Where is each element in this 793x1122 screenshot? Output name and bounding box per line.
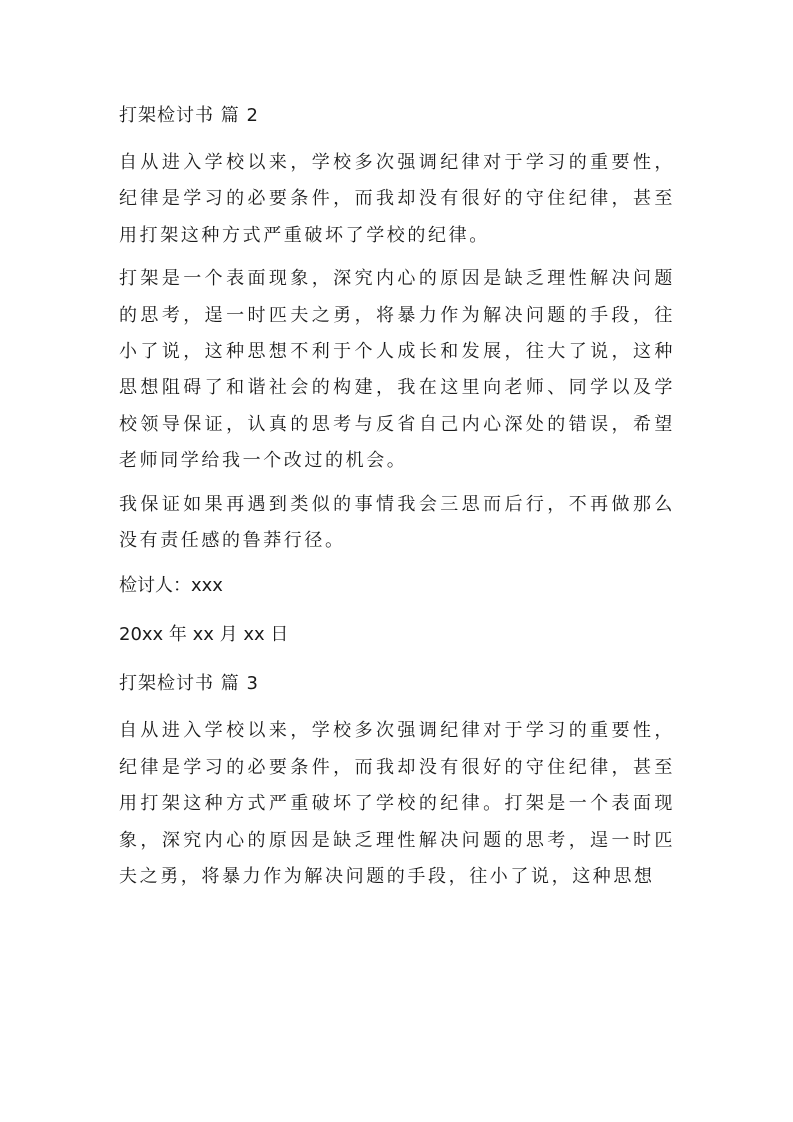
document-page (119, 96, 675, 903)
paragraph: 自从进入学校以来，学校多次强调纪律对于学习的重要性，纪律是学习的必要条件，而我却没有很好的守住纪律，甚至用打架这种方式严重破坏了学校的纪律。打架是一个表面现象，深究内心的原因是缺乏理性解决问题的思考，逞一时匹夫之勇，将暴力作为解决问题的手段，往小了说，这种思想 (119, 720, 675, 888)
signer-line: 检讨人：xxx (119, 575, 223, 597)
paragraph: 自从进入学校以来，学校多次强调纪律对于学习的重要性，纪律是学习的必要条件，而我却没有很好的守住纪律，甚至用打架这种方式严重破坏了学校的纪律。 (119, 152, 675, 246)
paragraph: 我保证如果再遇到类似的事情我会三思而后行，不再做那么没有责任感的鲁莽行径。 (119, 493, 675, 552)
date-line: 20xx 年 xx 月 xx 日 (119, 624, 289, 646)
paragraph: 打架是一个表面现象，深究内心的原因是缺乏理性解决问题的思考，逞一时匹夫之勇，将暴力作为解决问题的手段，往小了说，这种思想不利于个人成长和发展，往大了说，这种思想阻碍了和谐社会的构建，我在这里向老师、同学以及学校领导保证，认真的思考与反省自己内心深处的错误，希望老师同学给我一个改过的机会。 (119, 268, 675, 472)
section-heading: 打架检讨书 篇 2 (119, 105, 259, 126)
section-heading: 打架检讨书 篇 3 (119, 673, 259, 695)
